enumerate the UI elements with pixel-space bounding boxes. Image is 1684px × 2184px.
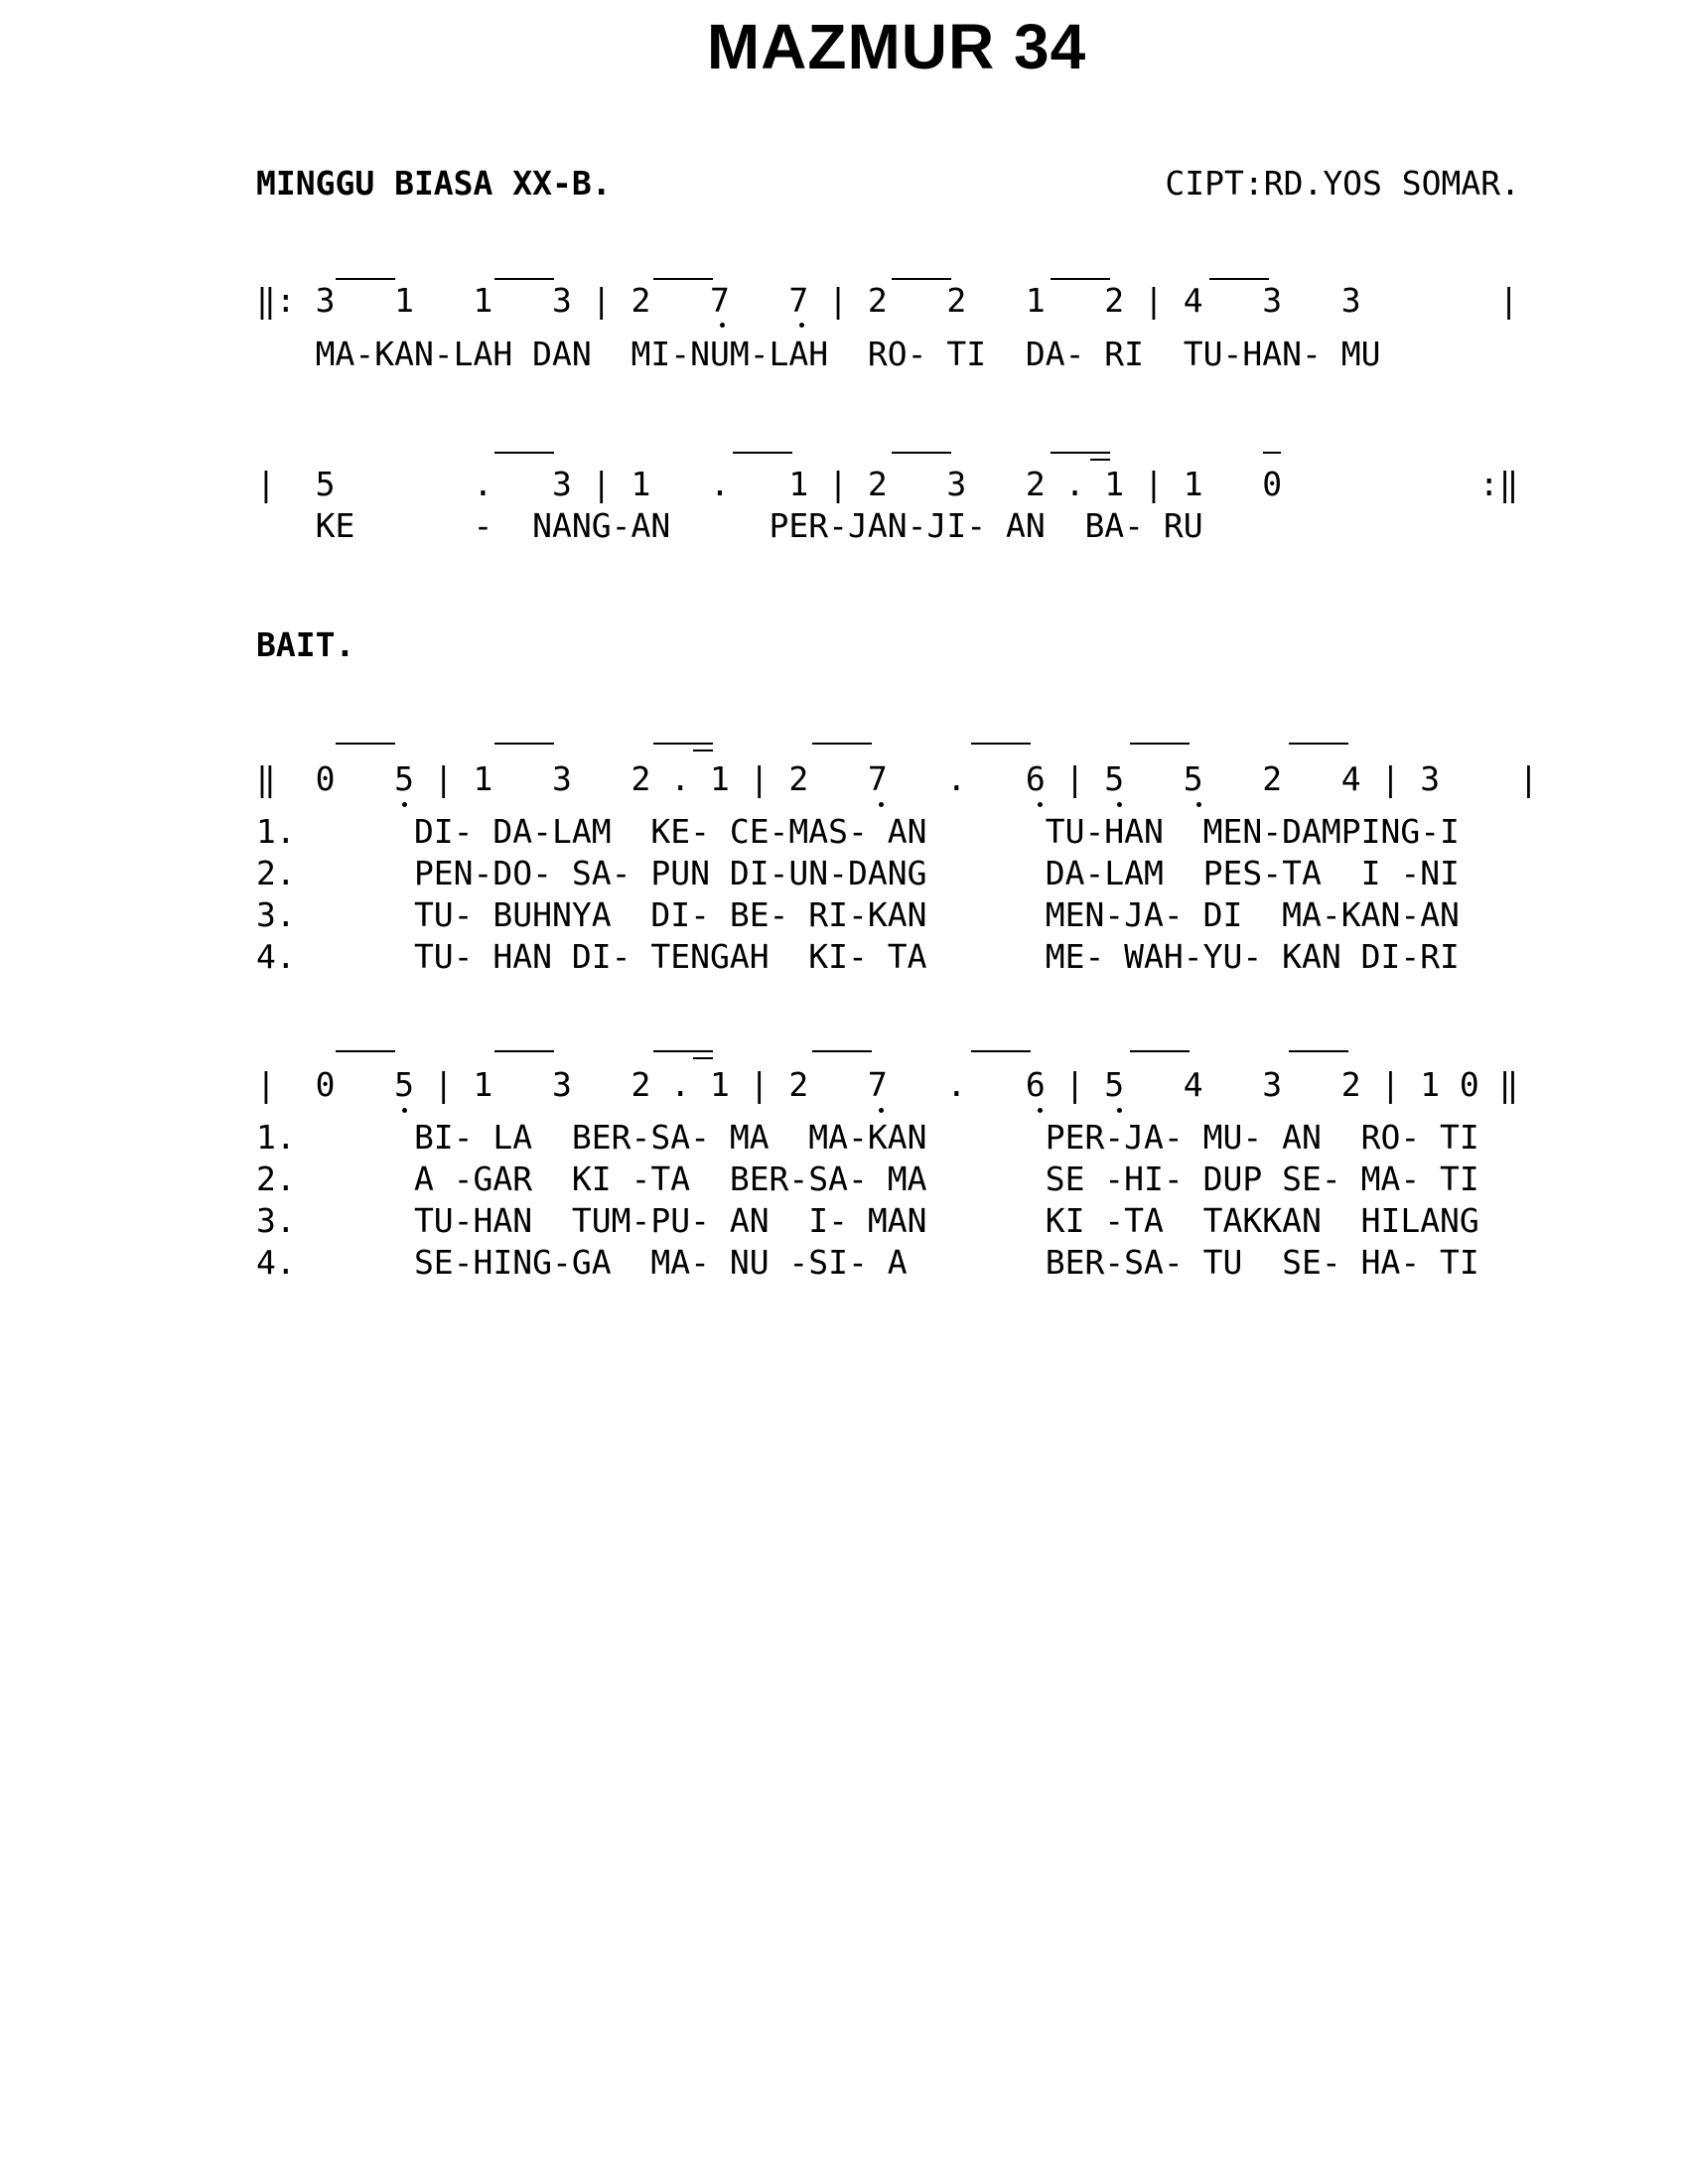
beam-mark (1130, 1050, 1190, 1052)
beam-mark (812, 743, 872, 745)
verse-line: 3. TU- BUHNYA DI- BE- RI-KAN MEN-JA- DI MA-KAN-AN (256, 895, 1460, 934)
beam-mark (1263, 452, 1281, 454)
verse-line: 4. SE-HING-GA MA- NU -SI- A BER-SA- TU SE- HA- TI (256, 1243, 1479, 1282)
beam-mark (1130, 743, 1190, 745)
page-title: MAZMUR 34 (706, 11, 1087, 82)
beam-mark (693, 1057, 713, 1059)
verse-line: 4. TU- HAN DI- TENGAH KI- TA ME- WAH-YU- KAN DI-RI (256, 937, 1460, 976)
beam-mark (1289, 1050, 1348, 1052)
beam-mark (971, 1050, 1031, 1052)
beam-mark (653, 278, 713, 280)
lower-octave-dot (799, 323, 804, 328)
lower-octave-dot (402, 802, 407, 807)
beam-mark (336, 278, 395, 280)
lower-octave-dot (1038, 1108, 1043, 1113)
lower-octave-dot (402, 1108, 407, 1113)
refrain-lyrics-2: KE - NANG-AN PER-JAN-JI- AN BA- RU (256, 506, 1203, 545)
lower-octave-dot (720, 323, 725, 328)
beam-mark (693, 750, 713, 751)
lower-octave-dot (1117, 802, 1122, 807)
refrain-notes-1: ‖: 3 1 1 3 | 2 7 7 | 2 2 1 2 | 4 3 3 | (256, 281, 1519, 320)
beam-mark (733, 452, 792, 454)
refrain-notes-2: | 5 . 3 | 1 . 1 | 2 3 2 . 1 | 1 0 :‖ (256, 465, 1519, 503)
verse-line: 1. DI- DA-LAM KE- CE-MAS- AN TU-HAN MEN-DAMPING-I (256, 812, 1460, 851)
beam-mark (653, 743, 713, 745)
verse-line: 3. TU-HAN TUM-PU- AN I- MAN KI -TA TAKKAN HILANG (256, 1201, 1479, 1240)
beam-mark (812, 1050, 872, 1052)
beam-mark (336, 743, 395, 745)
verse-notes-1: ‖ 0 5 | 1 3 2 . 1 | 2 7 . 6 | 5 5 2 4 | 3 | (256, 759, 1539, 798)
lower-octave-dot (1196, 802, 1201, 807)
section-label: BAIT. (256, 625, 355, 664)
beam-mark (494, 1050, 554, 1052)
beam-mark (1289, 743, 1348, 745)
composer-credit: CIPT:RD.YOS SOMAR. (1165, 164, 1520, 203)
verse-line: 2. A -GAR KI -TA BER-SA- MA SE -HI- DUP SE- MA- TI (256, 1160, 1479, 1198)
beam-mark (494, 452, 554, 454)
subtitle: MINGGU BIASA XX-B. (256, 164, 612, 203)
beam-mark (971, 743, 1031, 745)
lower-octave-dot (879, 1108, 884, 1113)
beam-mark (892, 452, 951, 454)
beam-mark (892, 278, 951, 280)
beam-mark (1090, 459, 1110, 461)
beam-mark (336, 1050, 395, 1052)
beam-mark (494, 278, 554, 280)
verse-line: 2. PEN-DO- SA- PUN DI-UN-DANG DA-LAM PES-TA I -NI (256, 854, 1460, 892)
refrain-lyrics-1: MA-KAN-LAH DAN MI-NUM-LAH RO- TI DA- RI TU-HAN- MU (256, 335, 1381, 373)
beam-mark (1051, 452, 1110, 454)
verse-line: 1. BI- LA BER-SA- MA MA-KAN PER-JA- MU- AN RO- TI (256, 1118, 1479, 1157)
beam-mark (1051, 278, 1110, 280)
beam-mark (653, 1050, 713, 1052)
lower-octave-dot (879, 802, 884, 807)
lower-octave-dot (1117, 1108, 1122, 1113)
beam-mark (494, 743, 554, 745)
lower-octave-dot (1038, 802, 1043, 807)
verse-notes-2: | 0 5 | 1 3 2 . 1 | 2 7 . 6 | 5 4 3 2 | 1 0 ‖ (256, 1065, 1519, 1104)
beam-mark (1209, 278, 1269, 280)
